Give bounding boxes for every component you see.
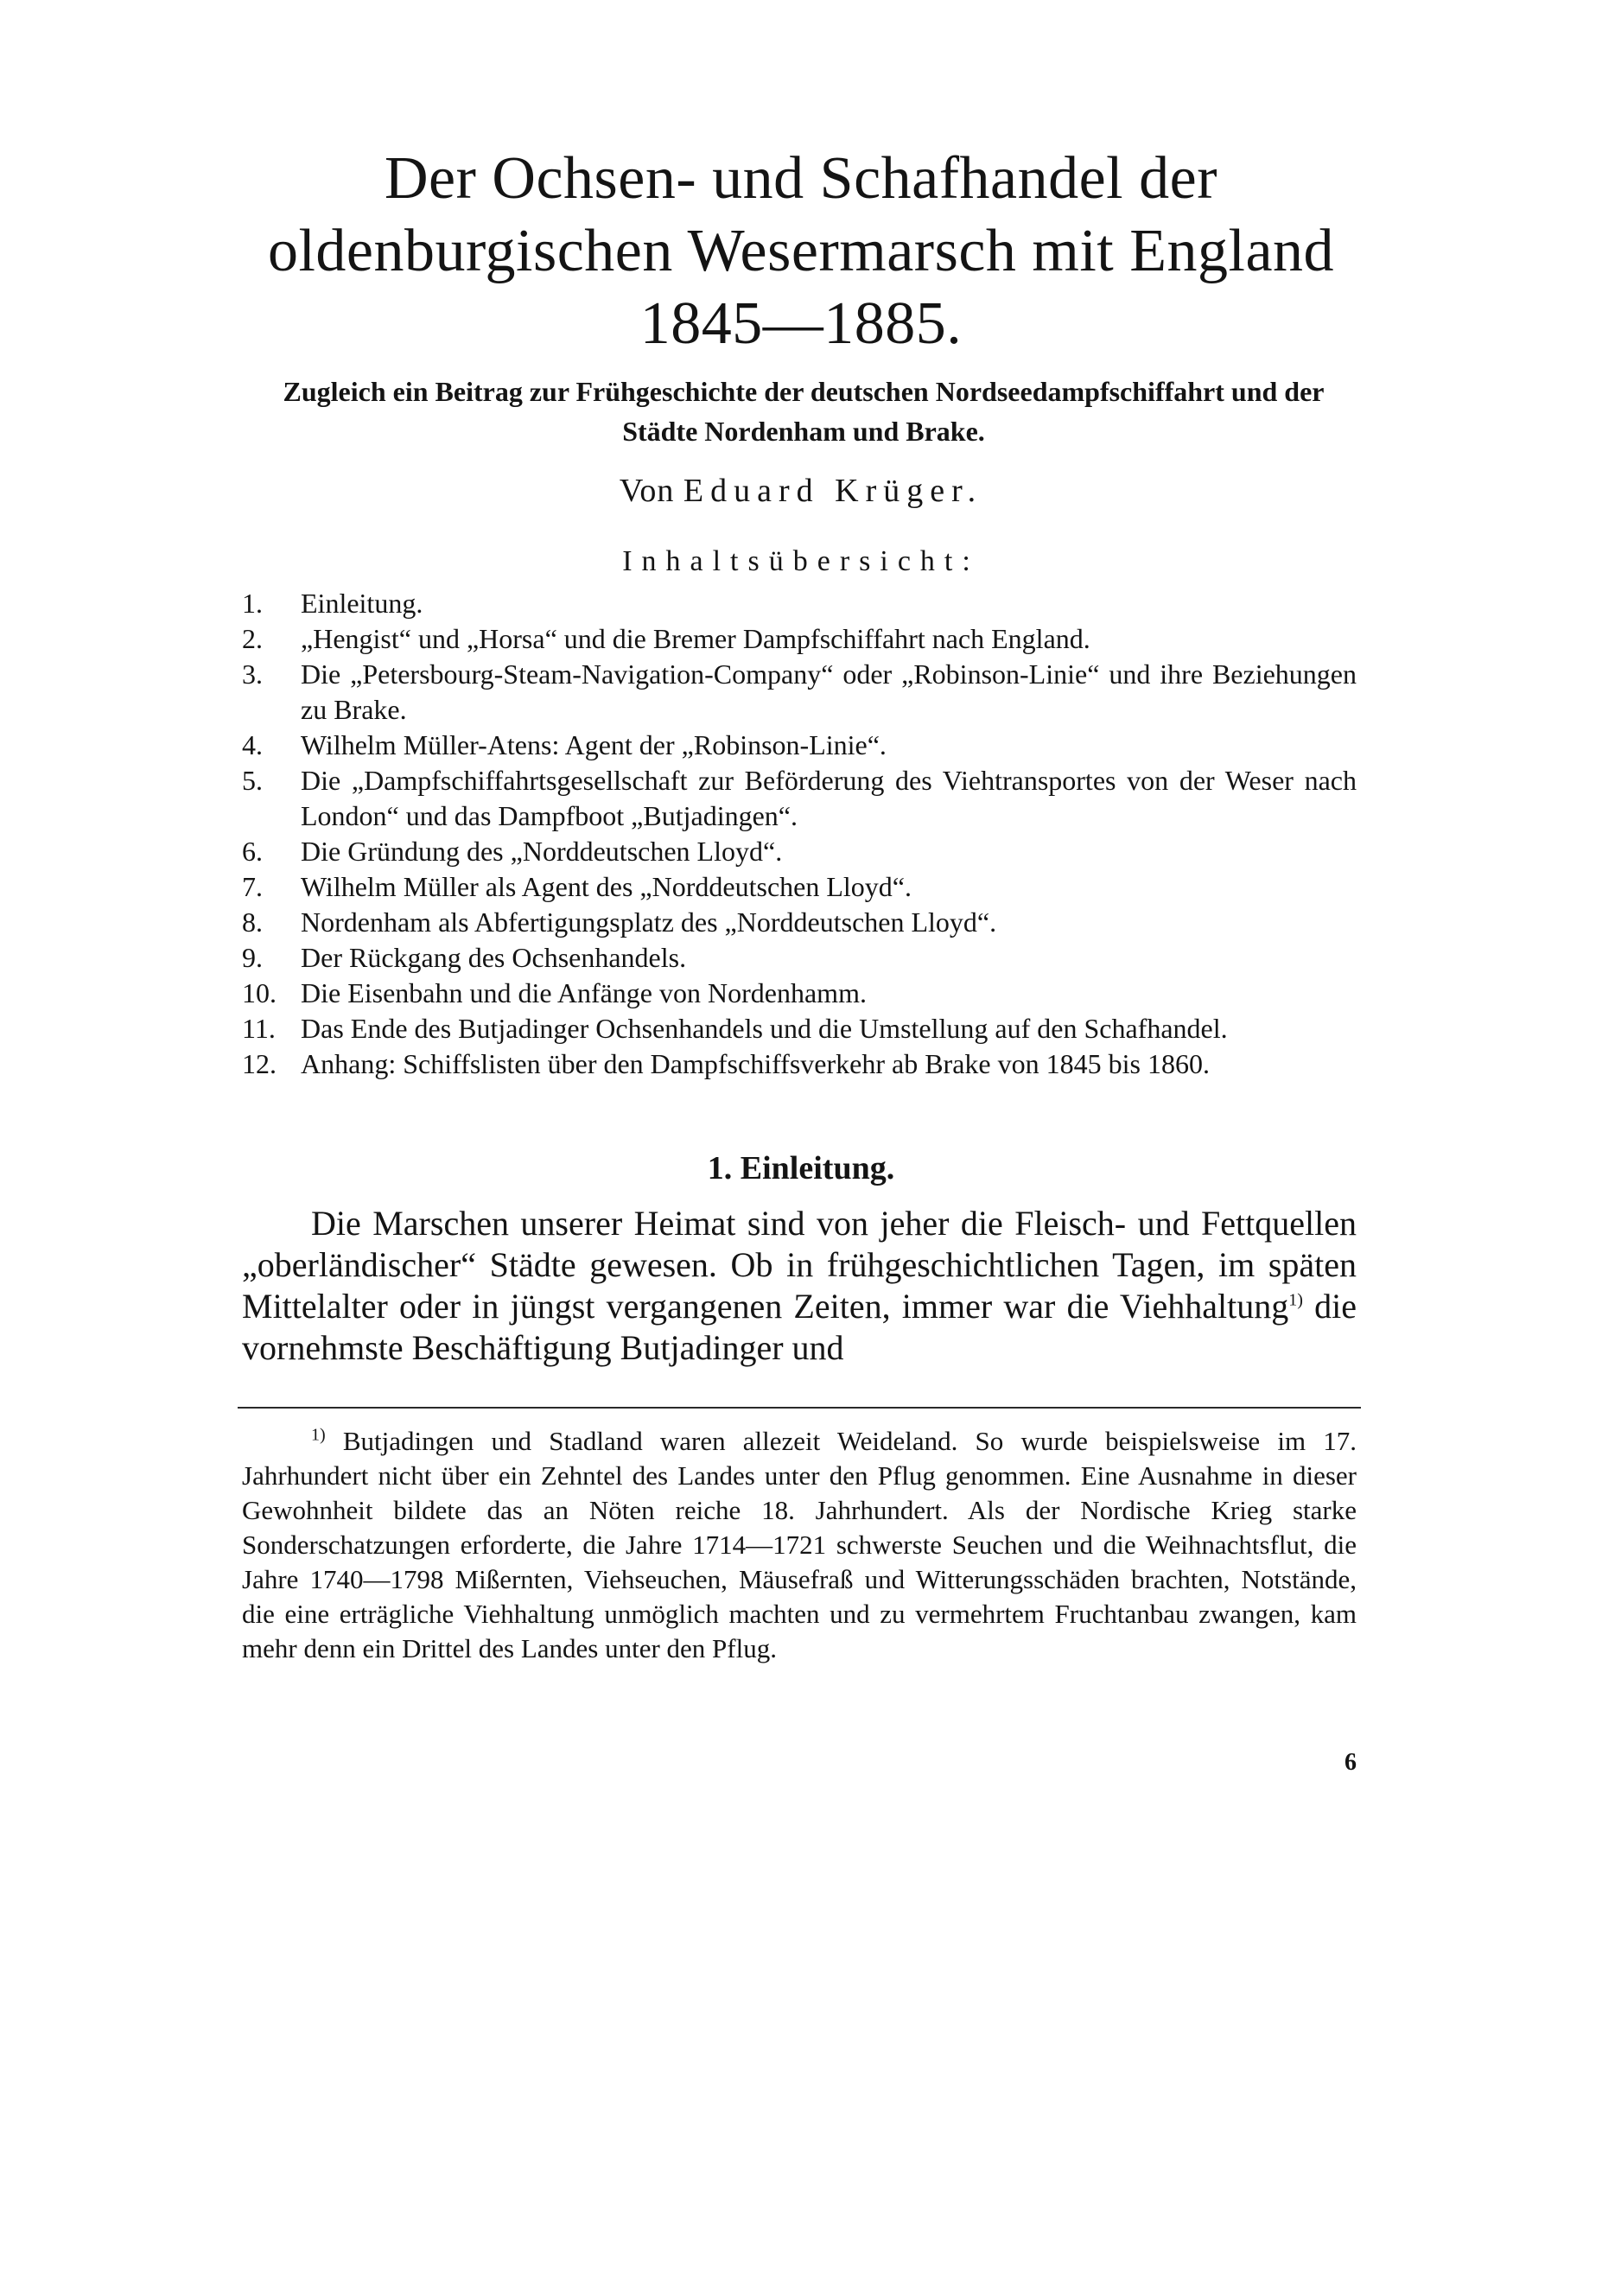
article-title: Der Ochsen- und Schafhandel der oldenburgischen Wesermarsch mit England 1845—1885. bbox=[267, 145, 1335, 357]
toc-item-text: Anhang: Schiffslisten über den Dampfschiffsverkehr ab Brake von 1845 bis 1860. bbox=[301, 1048, 1210, 1079]
body-text-end: die vornehmste Beschäftigung Butjadinger und bbox=[242, 1287, 1357, 1367]
body-text-start: Die Marschen unserer Heimat sind von jeher die Fleisch- und Fettquellen „oberländischer“ Städte gewesen. Ob in frühgeschichtlichen Tagen, im späten Mittelalter oder in jüngst vergangenen Zeiten, immer war die Viehhaltung bbox=[242, 1204, 1357, 1326]
author-line bbox=[432, 470, 1170, 512]
toc-item bbox=[242, 657, 1357, 728]
toc-item-number: 2. bbox=[242, 623, 263, 654]
toc-item-text: Wilhelm Müller-Atens: Agent der „Robinson-Linie“. bbox=[301, 729, 887, 760]
toc-item bbox=[242, 905, 1357, 940]
toc-item bbox=[242, 586, 1357, 621]
toc-item-text: Die Eisenbahn und die Anfänge von Nordenhamm. bbox=[301, 977, 867, 1008]
footnote bbox=[242, 1424, 1357, 1666]
toc-item-number: 12. bbox=[242, 1048, 277, 1079]
toc-item bbox=[242, 621, 1357, 657]
toc-item-text: Der Rückgang des Ochsenhandels. bbox=[301, 942, 687, 973]
toc-item-text: Die „Petersbourg-Steam-Navigation-Company“ oder „Robinson-Linie“ und ihre Beziehungen zu Brake. bbox=[301, 658, 1357, 725]
footnote-text: Butjadingen und Stadland waren allezeit Weideland. So wurde beispielsweise im 17. Jahrhundert nicht über ein Zehntel des Landes unter den Pflug genommen. Eine Ausnahme in dieser Gewohnheit bildete das an Nöten reiche 18. Jahrhundert. Als der Nordische Krieg starke Sonderschatzungen erforderte, die Jahre 1714—1721 schwerste Seuchen und die Weihnachtsflut, die Jahre 1740—1798 Mißernten, Viehseuchen, Mäusefraß und Witterungsschäden brachten, Notstände, die eine erträgliche Viehhaltung unmöglich machten und zu vermehrtem Fruchtanbau zwangen, kam mehr denn ein Drittel des Landes unter den Pflug. bbox=[242, 1426, 1357, 1663]
toc-item bbox=[242, 869, 1357, 905]
toc-item-number: 4. bbox=[242, 729, 263, 760]
toc-item-text: Die Gründung des „Norddeutschen Lloyd“. bbox=[301, 836, 783, 867]
toc-item-number: 10. bbox=[242, 977, 277, 1008]
table-of-contents bbox=[242, 586, 1357, 1082]
toc-item bbox=[242, 728, 1357, 763]
toc-item-text: Wilhelm Müller als Agent des „Norddeutschen Lloyd“. bbox=[301, 871, 912, 902]
toc-item-text: Nordenham als Abfertigungsplatz des „Norddeutschen Lloyd“. bbox=[301, 906, 997, 938]
toc-item bbox=[242, 763, 1357, 834]
toc-item-number: 7. bbox=[242, 871, 263, 902]
toc-item bbox=[242, 940, 1357, 976]
author-prefix: Von bbox=[619, 473, 675, 509]
section-heading: 1. Einleitung. bbox=[707, 1150, 895, 1186]
toc-item-number: 3. bbox=[242, 658, 263, 690]
toc-item-number: 8. bbox=[242, 906, 263, 938]
toc-item-text: Einleitung. bbox=[301, 588, 423, 619]
toc-item bbox=[242, 976, 1357, 1011]
toc-item-number: 5. bbox=[242, 765, 263, 796]
body-paragraph bbox=[242, 1203, 1357, 1369]
page-number: 6 bbox=[1345, 1749, 1357, 1776]
toc-item-text: Die „Dampfschiffahrtsgesellschaft zur Beförderung des Viehtransportes von der Weser nach London“ und das Dampfboot „Butjadingen“. bbox=[301, 765, 1357, 831]
footnote-marker: 1) bbox=[311, 1425, 326, 1445]
toc-item-number: 6. bbox=[242, 836, 263, 867]
toc-item bbox=[242, 834, 1357, 869]
toc-item-text: „Hengist“ und „Horsa“ und die Bremer Dampfschiffahrt nach England. bbox=[301, 623, 1090, 654]
toc-item-number: 1. bbox=[242, 588, 263, 619]
toc-item bbox=[242, 1046, 1357, 1082]
footnote-divider bbox=[238, 1407, 1361, 1409]
toc-heading: Inhaltsübersicht: bbox=[622, 545, 980, 577]
toc-item-number: 11. bbox=[242, 1013, 276, 1044]
toc-item-text: Das Ende des Butjadinger Ochsenhandels und die Umstellung auf den Schafhandel. bbox=[301, 1013, 1228, 1044]
footnote-reference: 1) bbox=[1288, 1290, 1303, 1310]
author-name: Eduard Krüger. bbox=[683, 473, 983, 509]
article-subtitle: Zugleich ein Beitrag zur Frühgeschichte der deutschen Nordseedampfschiffahrt und der Städte Nordenham und Brake. bbox=[283, 376, 1325, 447]
toc-item-number: 9. bbox=[242, 942, 263, 973]
toc-item bbox=[242, 1011, 1357, 1046]
